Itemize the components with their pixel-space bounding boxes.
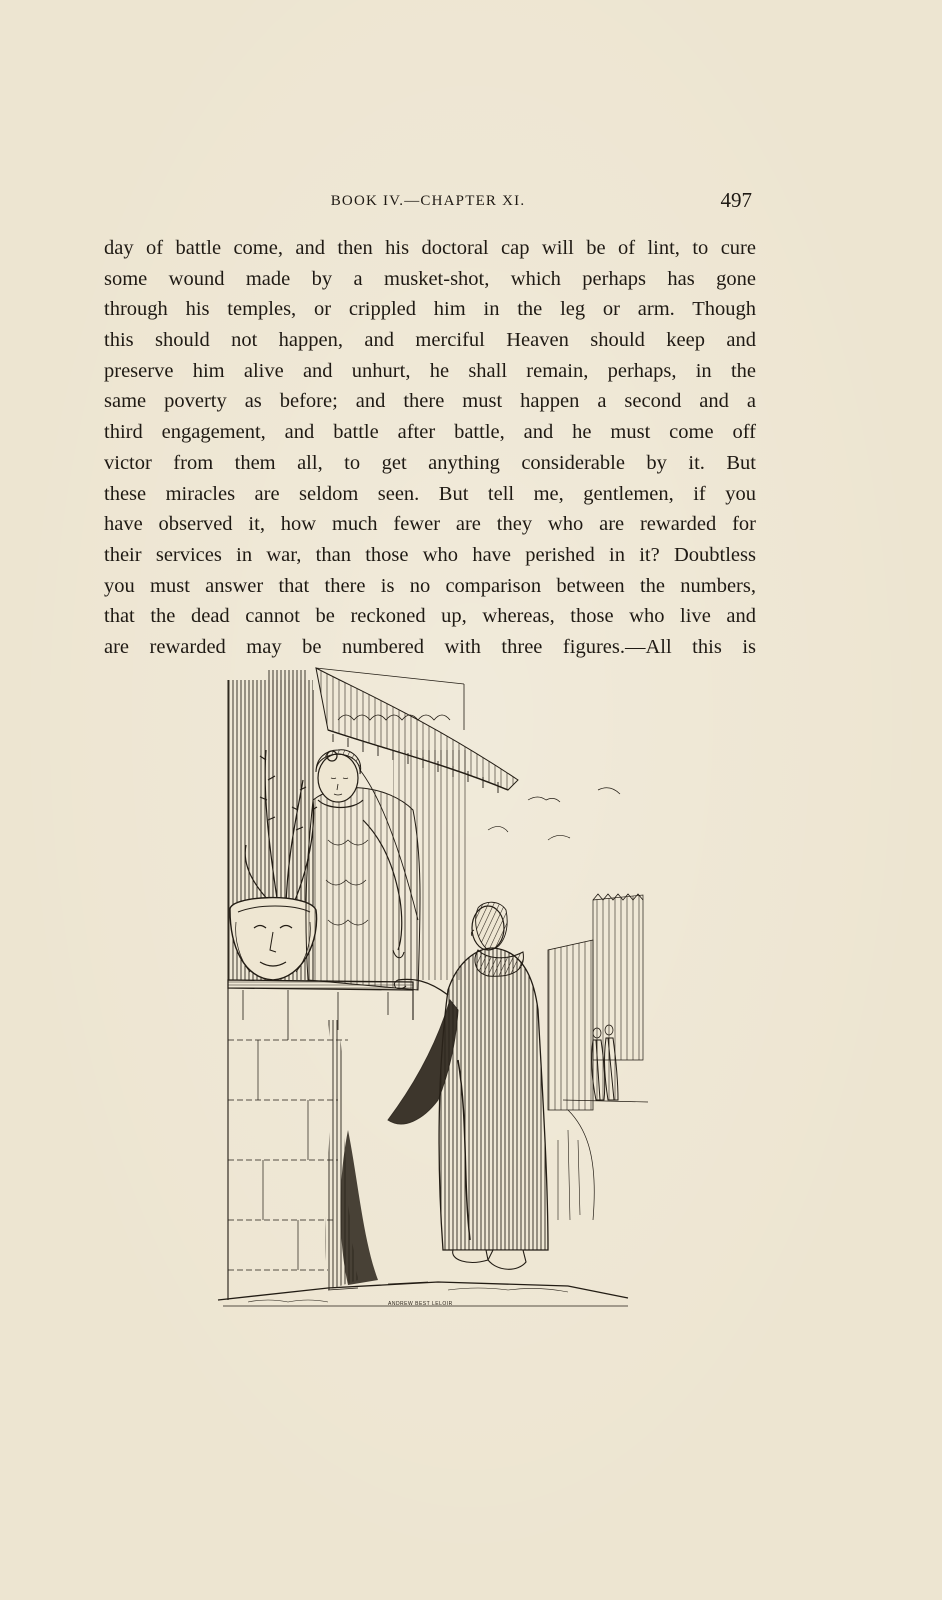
body-text bbox=[104, 233, 756, 663]
text-line: some wound made by a musket-shot, which perhaps has gone bbox=[104, 267, 756, 290]
text-line: this should not happen, and merciful Heaven should keep and bbox=[104, 329, 756, 352]
text-line: same poverty as before; and there must happen a second and a bbox=[104, 390, 756, 413]
text-line: third engagement, and battle after battle, and he must come off bbox=[104, 421, 756, 444]
text-line: have observed it, how much fewer are they who are rewarded for bbox=[104, 513, 756, 536]
engraving-illustration bbox=[188, 660, 668, 1350]
text-line: day of battle come, and then his doctoral cap will be of lint, to cure bbox=[104, 237, 756, 259]
text-line: through his temples, or crippled him in the leg or arm. Though bbox=[104, 298, 756, 321]
stone-wall bbox=[228, 980, 413, 1300]
text-line: these miracles are seldom seen. But tell me, gentlemen, if you bbox=[104, 482, 756, 505]
page-number: 497 bbox=[720, 188, 752, 212]
scene bbox=[218, 668, 648, 1307]
text-line: that the dead cannot be reckoned up, whereas, those who live and bbox=[104, 605, 756, 628]
page-header bbox=[104, 190, 752, 216]
engraver-signature: ANDREW BEST LELOIR bbox=[388, 1301, 453, 1307]
running-head: BOOK IV.—CHAPTER XI. bbox=[330, 193, 526, 209]
text-line: you must answer that there is no comparison between the numbers, bbox=[104, 574, 756, 597]
text-line: their services in war, than those who have perished in it? Doubtless bbox=[104, 543, 756, 566]
text-line: victor from them all, to get anything considerable by it. But bbox=[104, 451, 756, 474]
text-line: preserve him alive and unhurt, he shall remain, perhaps, in the bbox=[104, 359, 756, 382]
text-line: are rewarded may be numbered with three figures.—All this is bbox=[104, 635, 756, 658]
